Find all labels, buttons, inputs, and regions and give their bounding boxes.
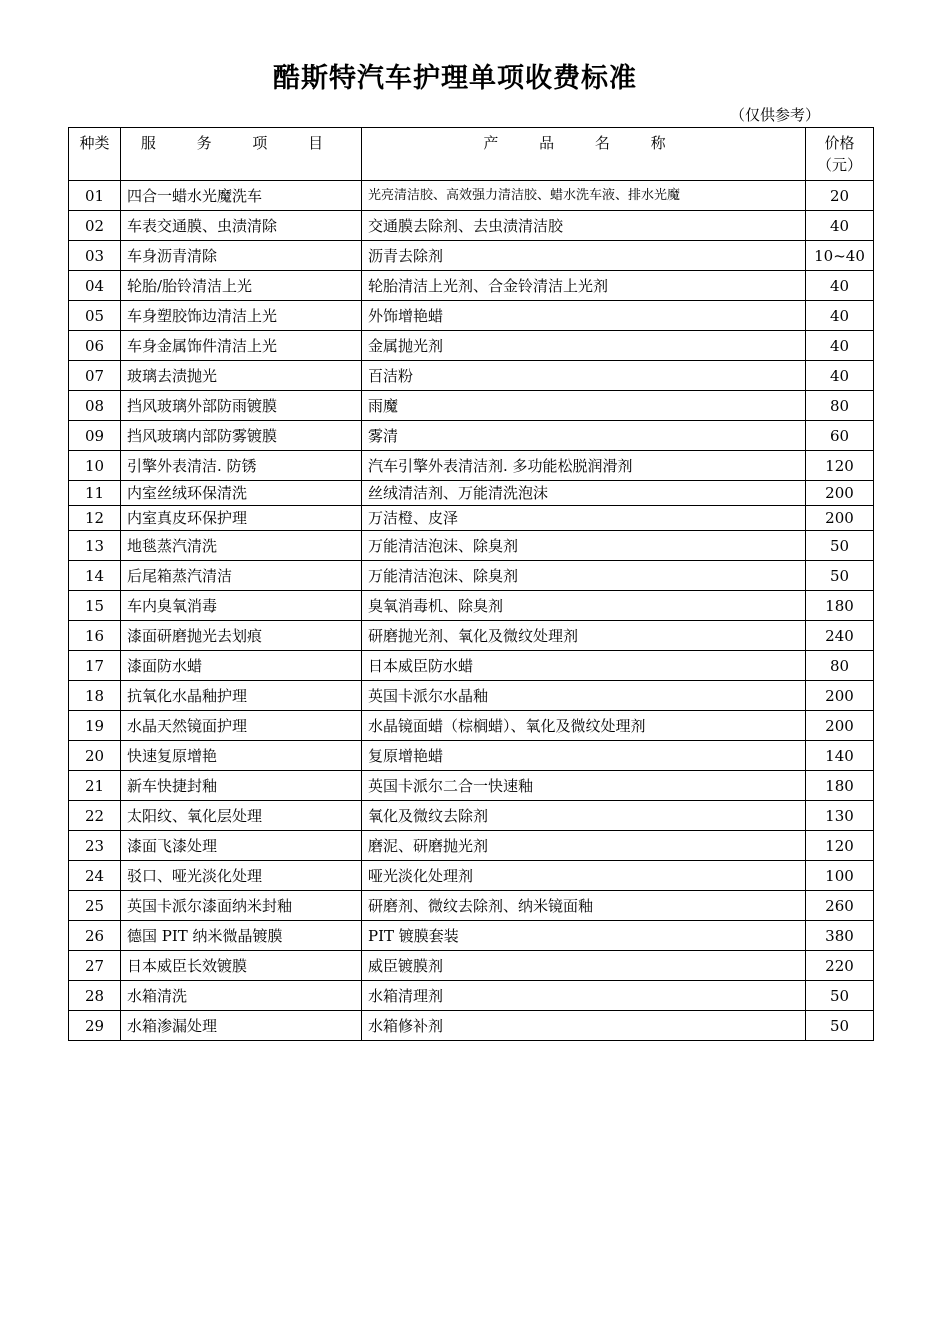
table-row <box>69 921 874 951</box>
row-service: 水晶天然镜面护理 <box>121 711 362 741</box>
table-header-row <box>69 128 874 181</box>
row-price: 220 <box>806 951 874 981</box>
row-price: 50 <box>806 561 874 591</box>
row-product: 威臣镀膜剂 <box>362 951 806 981</box>
row-service: 水箱渗漏处理 <box>121 1011 362 1041</box>
row-price: 200 <box>806 481 874 506</box>
row-product: 百洁粉 <box>362 361 806 391</box>
row-category: 27 <box>69 951 121 981</box>
header-price <box>806 128 874 181</box>
row-product: 水箱修补剂 <box>362 1011 806 1041</box>
row-category: 07 <box>69 361 121 391</box>
row-product: 丝绒清洁剂、万能清洗泡沫 <box>362 481 806 506</box>
table-row <box>69 591 874 621</box>
table-row <box>69 711 874 741</box>
row-price: 40 <box>806 361 874 391</box>
row-product: 金属抛光剂 <box>362 331 806 361</box>
row-price: 40 <box>806 331 874 361</box>
table-row <box>69 531 874 561</box>
row-service: 车身金属饰件清洁上光 <box>121 331 362 361</box>
row-product: 轮胎清洁上光剂、合金铃清洁上光剂 <box>362 271 806 301</box>
table-row <box>69 741 874 771</box>
row-service: 德国 PIT 纳米微晶镀膜 <box>121 921 362 951</box>
row-service: 水箱清洗 <box>121 981 362 1011</box>
row-category: 26 <box>69 921 121 951</box>
row-category: 12 <box>69 506 121 531</box>
row-product: 研磨抛光剂、氧化及微纹处理剂 <box>362 621 806 651</box>
row-category: 15 <box>69 591 121 621</box>
row-price: 80 <box>806 391 874 421</box>
row-product: 万洁橙、皮泽 <box>362 506 806 531</box>
row-price: 380 <box>806 921 874 951</box>
row-service: 车内臭氧消毒 <box>121 591 362 621</box>
row-service: 漆面防水蜡 <box>121 651 362 681</box>
row-category: 02 <box>69 211 121 241</box>
row-price: 40 <box>806 211 874 241</box>
table-row <box>69 861 874 891</box>
row-service: 漆面研磨抛光去划痕 <box>121 621 362 651</box>
row-product: 光亮清洁胶、高效强力清洁胶、蜡水洗车液、排水光魔 <box>362 181 806 211</box>
row-service: 挡风玻璃内部防雾镀膜 <box>121 421 362 451</box>
row-service: 内室真皮环保护理 <box>121 506 362 531</box>
row-product: 万能清洁泡沫、除臭剂 <box>362 531 806 561</box>
row-product: 外饰增艳蜡 <box>362 301 806 331</box>
row-service: 抗氧化水晶釉护理 <box>121 681 362 711</box>
row-price: 40 <box>806 301 874 331</box>
table-row <box>69 271 874 301</box>
row-category: 01 <box>69 181 121 211</box>
row-product: 雨魔 <box>362 391 806 421</box>
row-category: 09 <box>69 421 121 451</box>
row-price: 180 <box>806 591 874 621</box>
row-price: 240 <box>806 621 874 651</box>
row-service: 驳口、哑光淡化处理 <box>121 861 362 891</box>
row-service: 引擎外表清洁. 防锈 <box>121 451 362 481</box>
row-price: 40 <box>806 271 874 301</box>
row-price: 120 <box>806 831 874 861</box>
fee-table <box>68 127 874 1041</box>
row-service: 轮胎/胎铃清洁上光 <box>121 271 362 301</box>
row-price: 200 <box>806 506 874 531</box>
row-category: 18 <box>69 681 121 711</box>
table-row <box>69 621 874 651</box>
page-title: 酷斯特汽车护理单项收费标准 <box>273 63 637 94</box>
row-service: 英国卡派尔漆面纳米封釉 <box>121 891 362 921</box>
row-price: 20 <box>806 181 874 211</box>
row-category: 20 <box>69 741 121 771</box>
row-product: 沥青去除剂 <box>362 241 806 271</box>
row-service: 漆面飞漆处理 <box>121 831 362 861</box>
table-row <box>69 451 874 481</box>
reference-note: （仅供参考） <box>730 106 821 124</box>
row-product: 英国卡派尔水晶釉 <box>362 681 806 711</box>
row-product: 日本威臣防水蜡 <box>362 651 806 681</box>
row-product: 英国卡派尔二合一快速釉 <box>362 771 806 801</box>
row-product: 雾清 <box>362 421 806 451</box>
row-service: 车身塑胶饰边清洁上光 <box>121 301 362 331</box>
row-category: 04 <box>69 271 121 301</box>
row-category: 03 <box>69 241 121 271</box>
row-price: 120 <box>806 451 874 481</box>
table-row <box>69 651 874 681</box>
row-category: 19 <box>69 711 121 741</box>
header-price-line1: 价格 <box>824 134 855 152</box>
row-category: 08 <box>69 391 121 421</box>
row-product: 水箱清理剂 <box>362 981 806 1011</box>
table-row <box>69 681 874 711</box>
row-product: 哑光淡化处理剂 <box>362 861 806 891</box>
row-product: 汽车引擎外表清洁剂. 多功能松脱润滑剂 <box>362 451 806 481</box>
row-category: 23 <box>69 831 121 861</box>
row-service: 新车快捷封釉 <box>121 771 362 801</box>
table-row <box>69 771 874 801</box>
row-product: PIT 镀膜套装 <box>362 921 806 951</box>
header-product: 产 品 名 称 <box>362 128 806 181</box>
row-service: 内室丝绒环保清洗 <box>121 481 362 506</box>
row-product: 交通膜去除剂、去虫渍清洁胶 <box>362 211 806 241</box>
row-product: 水晶镜面蜡（棕榈蜡）、氧化及微纹处理剂 <box>362 711 806 741</box>
row-category: 28 <box>69 981 121 1011</box>
header-price-line2: （元） <box>816 156 862 174</box>
table-row <box>69 211 874 241</box>
row-service: 日本威臣长效镀膜 <box>121 951 362 981</box>
row-category: 13 <box>69 531 121 561</box>
row-price: 50 <box>806 981 874 1011</box>
row-service: 玻璃去渍抛光 <box>121 361 362 391</box>
row-product: 研磨剂、微纹去除剂、纳米镜面釉 <box>362 891 806 921</box>
row-service: 地毯蒸汽清洗 <box>121 531 362 561</box>
row-price: 50 <box>806 531 874 561</box>
row-category: 22 <box>69 801 121 831</box>
row-category: 29 <box>69 1011 121 1041</box>
table-row <box>69 481 874 506</box>
table-row <box>69 801 874 831</box>
table-row <box>69 506 874 531</box>
row-product: 磨泥、研磨抛光剂 <box>362 831 806 861</box>
table-row <box>69 421 874 451</box>
row-category: 17 <box>69 651 121 681</box>
row-service: 快速复原增艳 <box>121 741 362 771</box>
row-category: 06 <box>69 331 121 361</box>
row-category: 14 <box>69 561 121 591</box>
table-row <box>69 391 874 421</box>
row-service: 四合一蜡水光魔洗车 <box>121 181 362 211</box>
header-category: 种类 <box>69 128 121 181</box>
table-row <box>69 1011 874 1041</box>
table-row <box>69 301 874 331</box>
row-price: 140 <box>806 741 874 771</box>
table-row <box>69 241 874 271</box>
row-product: 复原增艳蜡 <box>362 741 806 771</box>
table-row <box>69 891 874 921</box>
table-row <box>69 561 874 591</box>
row-price: 60 <box>806 421 874 451</box>
row-category: 05 <box>69 301 121 331</box>
table-row <box>69 181 874 211</box>
row-price: 50 <box>806 1011 874 1041</box>
row-product: 臭氧消毒机、除臭剂 <box>362 591 806 621</box>
row-service: 后尾箱蒸汽清洁 <box>121 561 362 591</box>
table-row <box>69 831 874 861</box>
row-price: 200 <box>806 681 874 711</box>
row-category: 24 <box>69 861 121 891</box>
row-price: 10~40 <box>806 241 874 271</box>
table-row <box>69 951 874 981</box>
row-service: 车身沥青清除 <box>121 241 362 271</box>
row-price: 80 <box>806 651 874 681</box>
row-price: 130 <box>806 801 874 831</box>
row-category: 25 <box>69 891 121 921</box>
row-price: 200 <box>806 711 874 741</box>
table-row <box>69 331 874 361</box>
table-row <box>69 361 874 391</box>
row-product: 万能清洁泡沫、除臭剂 <box>362 561 806 591</box>
row-category: 16 <box>69 621 121 651</box>
row-category: 10 <box>69 451 121 481</box>
table-body <box>69 181 874 1041</box>
row-price: 260 <box>806 891 874 921</box>
row-product: 氧化及微纹去除剂 <box>362 801 806 831</box>
row-service: 太阳纹、氧化层处理 <box>121 801 362 831</box>
row-service: 挡风玻璃外部防雨镀膜 <box>121 391 362 421</box>
row-category: 21 <box>69 771 121 801</box>
row-service: 车表交通膜、虫渍清除 <box>121 211 362 241</box>
header-service: 服 务 项 目 <box>121 128 362 181</box>
row-price: 180 <box>806 771 874 801</box>
row-price: 100 <box>806 861 874 891</box>
row-category: 11 <box>69 481 121 506</box>
table-row <box>69 981 874 1011</box>
